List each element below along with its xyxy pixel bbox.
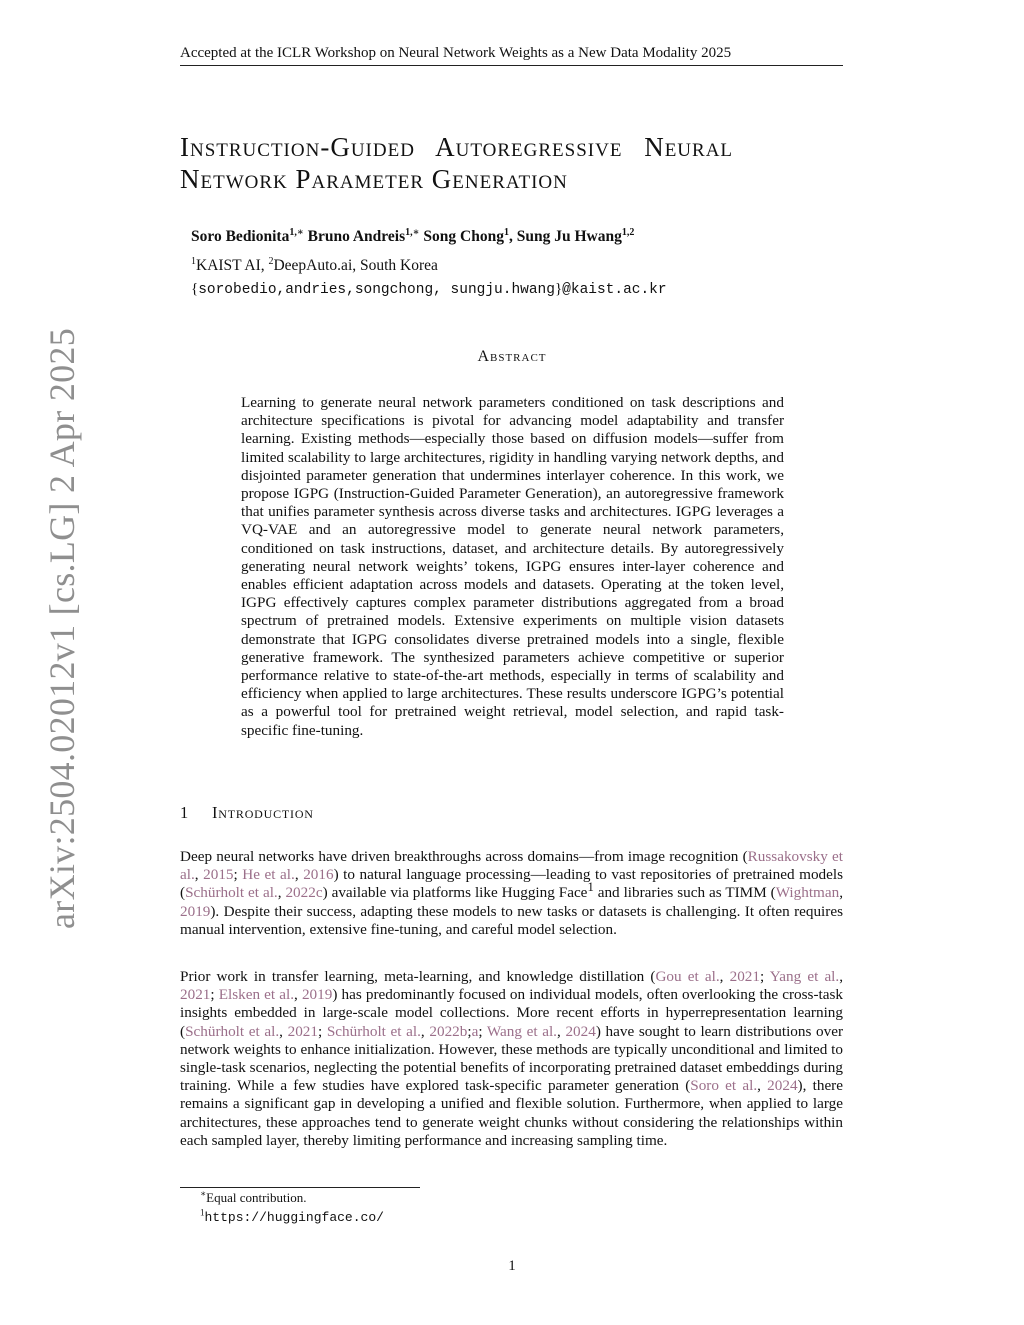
footnote-url-link[interactable]: https://huggingface.co/ (204, 1210, 384, 1225)
footnote-mark: ∗ (200, 1188, 207, 1199)
affiliation-mark: 1 (191, 255, 196, 267)
citation-link[interactable]: 2022b (429, 1022, 468, 1040)
citation-link[interactable]: Russakovsky et al. (180, 848, 843, 884)
author-name: Song Chong (423, 228, 504, 245)
section-heading-introduction (180, 803, 314, 823)
footnote-huggingface-url (200, 1209, 384, 1225)
footnote-reference[interactable]: 1 (587, 880, 594, 895)
citation-separator: , (294, 986, 302, 1004)
paragraph-text: ) has predominantly focused on individual models, often overlooking the cross-task insights embedded in large-scale model collections. More recent efforts in hyperrepresentation learning ( (180, 986, 843, 1040)
email-brace-open: { (191, 281, 199, 297)
citation-separator: ; (759, 968, 770, 985)
email-domain: @kaist.ac.kr (562, 282, 667, 298)
arxiv-identifier-stamp: arXiv:2504.02012v1 [cs.LG] 2 Apr 2025 (42, 327, 82, 929)
author-marks: 1 (503, 226, 509, 238)
citation-link[interactable]: Yang et al. (769, 968, 840, 985)
intro-paragraph-1 (180, 848, 843, 939)
title-line-2: Network Parameter Generation (180, 164, 568, 194)
citation-link[interactable]: 2024 (767, 1077, 798, 1095)
citation-link[interactable]: 2015 (203, 866, 234, 884)
abstract-text: Learning to generate neural network parameters conditioned on task descriptions and architecture specifications is pivotal for advancing model adaptability and transfer learning. Existing methods—especially those based on diffusion models—suffer from limited scalability to large architectures, rigidity in handling varying network depths, and disjointed parameter generation that undermines interlayer coherence. In this work, we propose IGPG (Instruction-Guided Parameter Generation), an autoregressive framework that unifies parameter synthesis across diverse tasks and architectures. IGPG leverages a VQ-VAE and an autoregressive model to generate neural network parameters, conditioned on task instructions, dataset, and architecture details. By autoregressively generating neural network weights’ tokens, IGPG ensures inter-layer coherence and enables efficient adaptation across models and datasets. Operating at the token level, IGPG effectively captures complex parameter distributions aggregated from a broad spectrum of pretrained models. Extensive experiments on multiple vision datasets demonstrate that IGPG consolidates diverse pretrained models into a single, flexible generative framework. The synthesized parameters achieve competitive or superior performance relative to state-of-the-art methods, especially in terms of scalability and efficiency when applied to large architectures. These results underscore IGPG’s potential as a powerful tool for pretrained weight retrieval, model selection, and rapid task-specific fine-tuning. (241, 394, 784, 739)
paragraph-text: ). Despite their success, adapting these models to new tasks or datasets is challenging. It often requires manual intervention, extensive fine-tuning, and careful model selection. (180, 902, 843, 938)
citation-separator: ; (210, 986, 219, 1004)
page-number: 1 (508, 1258, 516, 1274)
citation-separator: ; (317, 1022, 327, 1040)
paragraph-text: ), there remains a significant gap in developing a unified and flexible solution. Furthermore, when applied to large architectures, these approaches tend to generate weight chunks without considering the relationships within each sampled layer, thereby limiting performance and increasing sampling time. (180, 1077, 843, 1149)
citation-link[interactable]: Schürholt et al. (326, 1022, 421, 1040)
citation-link[interactable]: Soro et al. (690, 1077, 758, 1095)
citation-link[interactable]: 2022c (285, 884, 323, 902)
citation-separator: , (194, 866, 204, 884)
citation-link[interactable]: 2021 (729, 968, 760, 985)
paragraph-text: Prior work in transfer learning, meta-learning, and knowledge distillation ( (180, 968, 656, 985)
footnote-divider (180, 1187, 420, 1188)
section-number: 1 (180, 803, 189, 822)
citation-link[interactable]: He et al. (242, 866, 295, 884)
citation-link[interactable]: 2016 (303, 866, 334, 884)
email-brace-close: } (554, 281, 563, 297)
citation-separator: , (420, 1022, 430, 1040)
section-title: Introduction (212, 803, 314, 822)
paragraph-text: Deep neural networks have driven breakthroughs across domains—from image recognition ( (180, 848, 748, 865)
author-list: Soro Bedionita$^{1,∗}$ Bruno Andreis$^{1,∗}$ Song Chong$^1$, Sung Ju Hwang$^{1,2}$ (191, 226, 635, 245)
affiliations: $^1$KAIST AI, $^2$DeepAuto.ai, South Korea (191, 255, 438, 274)
author-emails (191, 281, 667, 298)
citation-separator: ; (467, 1022, 472, 1040)
citation-link[interactable]: Schürholt et al. (185, 884, 278, 902)
paragraph-text: ) to natural language processing—leading to vast repositories of pretrained models ( (180, 866, 844, 902)
abstract-heading: Abstract (477, 348, 547, 365)
citation-separator: , (277, 884, 286, 902)
affiliation-mark: 2 (268, 255, 274, 267)
intro-paragraph-2 (180, 968, 843, 1150)
citation-separator: , (556, 1022, 566, 1040)
citation-link[interactable]: a (471, 1022, 479, 1040)
citation-separator: ; (478, 1022, 487, 1040)
citation-separator: , (839, 884, 844, 902)
author-marks: 1,∗ (405, 226, 420, 238)
citation-link[interactable]: Schürholt et al. (185, 1022, 280, 1040)
footnote-text: Equal contribution. (206, 1190, 307, 1205)
citation-separator: , (294, 866, 304, 884)
author-name: Soro Bedionita (191, 228, 290, 245)
citation-link[interactable]: 2019 (180, 902, 211, 920)
citation-link[interactable]: Wang et al. (486, 1022, 557, 1040)
affiliation-name: DeepAuto.ai, South Korea (273, 257, 438, 274)
paper-title (180, 131, 843, 195)
paragraph-text: and libraries such as TIMM ( (593, 884, 776, 902)
author-marks: 1,∗ (289, 226, 304, 238)
footnote-equal-contribution (200, 1190, 307, 1206)
citation-link[interactable]: Gou et al. (655, 968, 720, 985)
citation-separator: , (839, 968, 843, 985)
citation-separator: ; (233, 866, 243, 884)
footnote-mark: 1 (200, 1207, 205, 1218)
running-header: Accepted at the ICLR Workshop on Neural Network Weights as a New Data Modality 2025 (180, 44, 843, 66)
author-name: Bruno Andreis (307, 228, 406, 245)
title-line-1: Instruction-Guided Autoregressive Neural (180, 132, 734, 162)
citation-link[interactable]: 2024 (565, 1022, 596, 1040)
citation-separator: , (757, 1077, 768, 1095)
affiliation-name: KAIST AI (196, 257, 261, 274)
citation-separator: , (719, 968, 730, 985)
citation-link[interactable]: 2019 (301, 986, 333, 1004)
citation-link[interactable]: Wightman (775, 884, 840, 902)
citation-separator: , (279, 1022, 288, 1040)
author-name: Sung Ju Hwang (516, 228, 622, 245)
citation-link[interactable]: 2021 (287, 1022, 318, 1040)
email-names: sorobedio,andries,songchong, sungju.hwang (198, 282, 555, 298)
citation-link[interactable]: Elsken et al. (218, 986, 295, 1004)
author-marks: 1,2 (621, 226, 635, 238)
citation-link[interactable]: 2021 (180, 986, 211, 1004)
paragraph-text: ) available via platforms like Hugging Face (322, 884, 588, 902)
paragraph-text: ) have sought to learn distributions over network weights to enhance initialization. However, these methods are typically unconditional and limited to single-task scenarios, neglecting the potential benefits of incorporating pretrained dataset embeddings during training. While a few studies have explored task-specific parameter generation ( (180, 1022, 844, 1095)
